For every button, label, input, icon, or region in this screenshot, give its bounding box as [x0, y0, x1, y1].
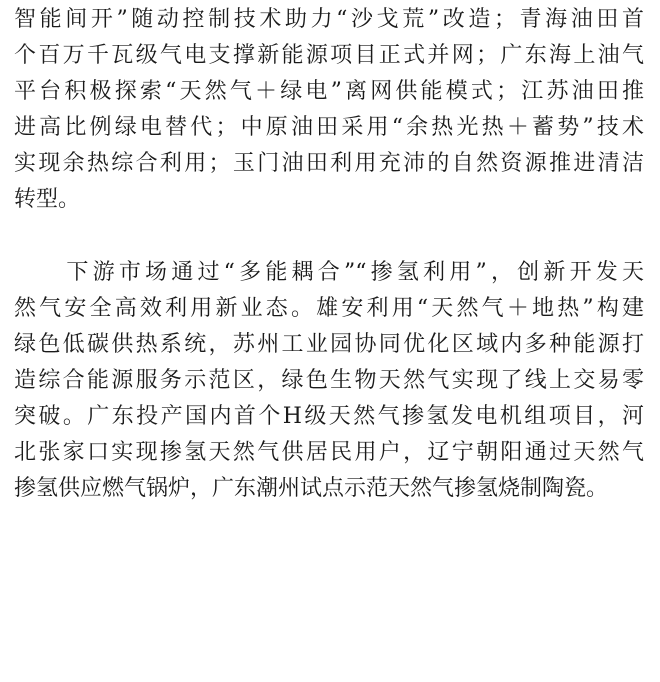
paragraph-energy-projects — [14, 2, 644, 218]
text-line: 造综合能源服务示范区，绿色生物天然气实现了线上交易零 — [14, 368, 644, 393]
text-line: 突破。广东投产国内首个H级天然气掺氢发电机组项目，河 — [14, 404, 644, 429]
text-line: 进高比例绿电替代；中原油田采用“余热光热＋蓄势”技术 — [14, 115, 644, 140]
text-line: 平台积极探索“天然气＋绿电”离网供能模式；江苏油田推 — [14, 79, 644, 104]
text-line: 然气安全高效利用新业态。雄安利用“天然气＋地热”构建 — [14, 296, 644, 321]
text-line: 智能间开”随动控制技术助力“沙戈荒”改造；青海油田首 — [14, 7, 644, 32]
text-line: 绿色低碳供热系统，苏州工业园协同优化区域内多种能源打 — [14, 332, 644, 357]
text-line: 下游市场通过“多能耦合”“掺氢利用”，创新开发天 — [14, 260, 644, 285]
text-line: 转型。 — [14, 187, 81, 212]
paragraph-downstream-market — [14, 255, 644, 507]
text-line: 掺氢供应燃气锅炉，广东潮州试点示范天然气掺氢烧制陶瓷。 — [14, 476, 609, 501]
text-line: 北张家口实现掺氢天然气供居民用户，辽宁朝阳通过天然气 — [14, 440, 644, 465]
text-line: 实现余热综合利用；玉门油田利用充沛的自然资源推进清洁 — [14, 151, 644, 176]
text-line: 个百万千瓦级气电支撑新能源项目正式并网；广东海上油气 — [14, 43, 644, 68]
